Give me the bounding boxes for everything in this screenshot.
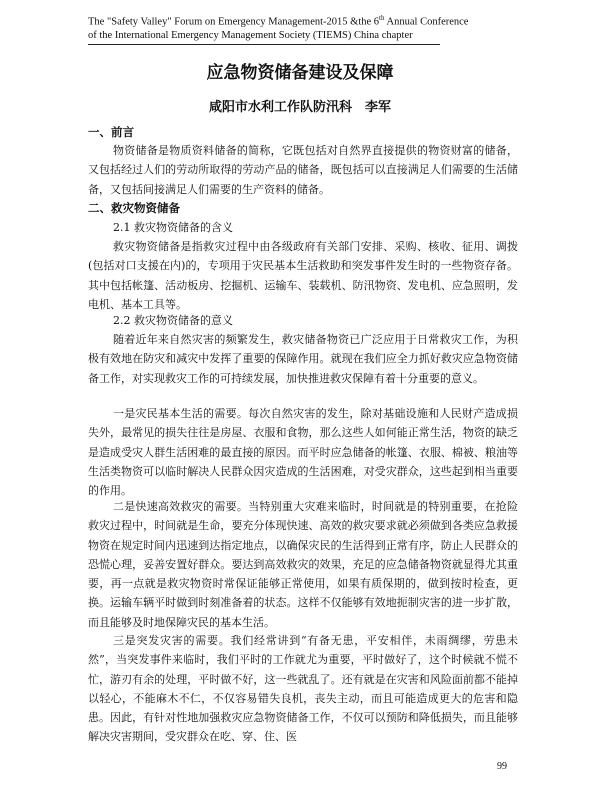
paragraph-rapid-relief: 二是快速高效救灾的需要。当特别重大灾难来临时，时间就是的特别重要，在抢险救灾过程中，时间就是生命，要充分体现快速、高效的救灾要求就必须做到各类应急救援物资在规定时间内迅速到达指定地点，以确保灾民的生活得到正常有序，防止人民群众的恐慌心理，妥善安置好群众。要达到高效救灾的效果，充足的应急储备物资就显得尤其重要，再一点就是救灾物资时常保证能够正常使用，如果有质保期的，做到按时检查，更换。运输车辆平时做到时刻准备着的状态。这样不仅能够有效地扼制灾害的进一步扩散，而且能够及时地保障灾民的基本生活。 [88,500,518,629]
subsection-heading-significance: 2.2 救灾物资储备的意义 [113,314,233,327]
header-rule [88,44,440,45]
section-heading-preface: 一、前言 [88,125,134,139]
header-line-1 [88,12,528,29]
author-line: 咸阳市水利工作队防汛科 李军 [208,100,391,115]
page-number: 99 [497,761,507,772]
subsection-heading-definition: 2.1 救灾物资储备的含义 [113,221,233,234]
header-line-1-a: The "Safety Valley" Forum on Emergency Management-2015 &the 6 [88,16,380,28]
paragraph-significance: 随着近年来自然灾害的频繁发生，救灾储备物资已广泛应用于日常救灾工作，为积极有效地在防灾和减灾中发挥了重要的保障作用。就现在我们应全力抓好救灾应急物资储备工作，对实现救灾工作的可持续发展，加快推进救灾保障有着十分重要的意义。 [88,333,518,385]
paragraph-sudden-disaster: 三是突发灾害的需要。我们经常讲到“有备无患，平安相伴，未雨绸缪，劳患未然”，当突发事件来临时，我们平时的工作就尤为重要，平时做好了，这个时候就不慌不忙，游刃有余的处理，平时做不好，这一些就乱了。还有就是在灾害和风险面前都不能掉以轻心，不能麻木不仁，不仅容易错失良机，丧失主动，而且可能造成更大的危害和隐患。因此，有针对性地加强救灾应急物资储备工作，不仅可以预防和降低损失，而且能够解决灾害期间，受灾群众在吃、穿、住、医 [88,634,518,744]
header-line-2: of the International Emergency Management Society (TIEMS) China chapter [88,29,413,41]
section-heading-relief-reserve: 二、救灾物资储备 [88,201,180,215]
running-header [88,12,528,42]
header-superscript: th [379,14,385,22]
paper-title: 应急物资储备建设及保障 [206,63,394,83]
paragraph-definition: 救灾物资储备是指救灾过程中由各级政府有关部门安排、采购、核收、征用、调拨(包括对口支援在内)的，专项用于灾民基本生活救助和突发事件发生时的一些物资存备。其中包括帐篷、活动板房、挖掘机、运输车、装载机、防汛物资、发电机、应急照明，发电机、基本工具等。 [88,240,518,311]
paragraph-basic-needs: 一是灾民基本生活的需要。每次自然灾害的发生，除对基础设施和人民财产造成损失外，最常见的损失往往是房屋、衣服和食物，那么这些人如何能正常生活，物资的缺乏是造成受灾人群生活困难的最直接的原因。而平时应急储备的帐篷、衣服、棉被、粮油等生活类物资可以临时解决人民群众因灾造成的生活困难，对受灾群众，这些起到相当重要的作用。 [88,407,518,498]
paragraph-preface: 物资储备是物质资料储备的简称，它既包括对自然界直接提供的物资财富的储备，又包括经过人们的劳动所取得的劳动产品的储备，既包括可以直接满足人们需要的生活储备，又包括间接满足人们需要的生产资料的储备。 [88,144,518,196]
header-line-1-b: Annual Conference [384,16,469,28]
